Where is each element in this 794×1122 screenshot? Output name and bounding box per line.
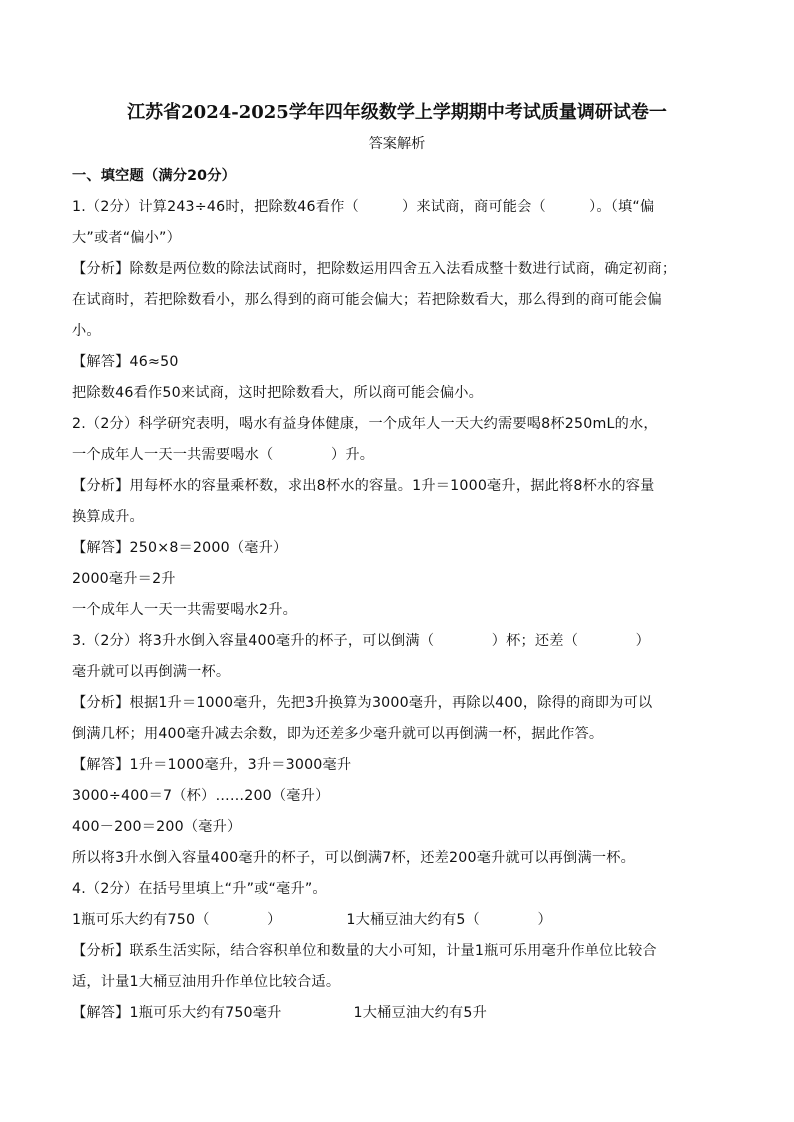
q3-answer-1: 【解答】1升＝1000毫升，3升＝3000毫升 (72, 757, 352, 773)
q1-line-1: 1.（2分）计算243÷46时，把除数46看作（ ）来试商，商可能会（ ）。（填“偏 (72, 199, 655, 215)
q2-line-2: 一个成年人一天一共需要喝水（ ）升。 (72, 447, 375, 463)
q1-analysis-2: 在试商时，若把除数看小，那么得到的商可能会偏大；若把除数看大，那么得到的商可能会偏 (72, 292, 662, 308)
q2-analysis-2: 换算成升。 (72, 509, 144, 525)
q3-analysis-1: 【分析】根据1升＝1000毫升，先把3升换算为3000毫升，再除以400，除得的商即为可以 (72, 695, 653, 711)
q3-line-2: 毫升就可以再倒满一杯。 (72, 664, 231, 680)
q3-analysis-2: 倒满几杯；用400毫升减去余数，即为还差多少毫升就可以再倒满一杯，据此作答。 (72, 726, 604, 742)
q1-analysis-1: 【分析】除数是两位数的除法试商时，把除数运用四舍五入法看成整十数进行试商，确定初商； (72, 261, 677, 277)
q1-answer-1: 【解答】46≈50 (72, 354, 179, 370)
q3-answer-3: 400－200＝200（毫升） (72, 819, 242, 835)
q4-line-1: 4.（2分）在括号里填上“升”或“毫升”。 (72, 881, 327, 897)
section-heading: 一、填空题（满分20分） (72, 168, 237, 184)
q4-analysis-2: 适，计量1大桶豆油用升作单位比较合适。 (72, 974, 341, 990)
q2-answer-1: 【解答】250×8＝2000（毫升） (72, 540, 288, 556)
q4-line-2: 1瓶可乐大约有750（ ） 1大桶豆油大约有5（ ） (72, 912, 552, 928)
q1-answer-2: 把除数46看作50来试商，这时把除数看大，所以商可能会偏小。 (72, 385, 483, 401)
q3-answer-2: 3000÷400＝7（杯）……200（毫升） (72, 788, 330, 804)
q2-analysis-1: 【分析】用每杯水的容量乘杯数，求出8杯水的容量。1升＝1000毫升，据此将8杯水的容量 (72, 478, 655, 494)
q2-answer-2: 2000毫升＝2升 (72, 571, 176, 587)
q3-answer-4: 所以将3升水倒入容量400毫升的杯子，可以倒满7杯，还差200毫升就可以再倒满一杯。 (72, 850, 635, 866)
doc-subtitle: 答案解析 (368, 136, 426, 152)
q1-line-2: 大”或者“偏小”） (72, 230, 181, 246)
doc-title: 江苏省2024-2025学年四年级数学上学期期中考试质量调研试卷一 (127, 102, 667, 123)
q4-answer-1: 【解答】1瓶可乐大约有750毫升 1大桶豆油大约有5升 (72, 1005, 488, 1021)
q2-answer-3: 一个成年人一天一共需要喝水2升。 (72, 602, 298, 618)
q1-analysis-3: 小。 (72, 323, 101, 339)
q2-line-1: 2.（2分）科学研究表明，喝水有益身体健康，一个成年人一天大约需要喝8杯250mL的水， (72, 416, 658, 432)
q3-line-1: 3.（2分）将3升水倒入容量400毫升的杯子，可以倒满（ ）杯；还差（ ） (72, 633, 651, 649)
q4-analysis-1: 【分析】联系生活实际，结合容积单位和数量的大小可知，计量1瓶可乐用毫升作单位比较合 (72, 943, 657, 959)
